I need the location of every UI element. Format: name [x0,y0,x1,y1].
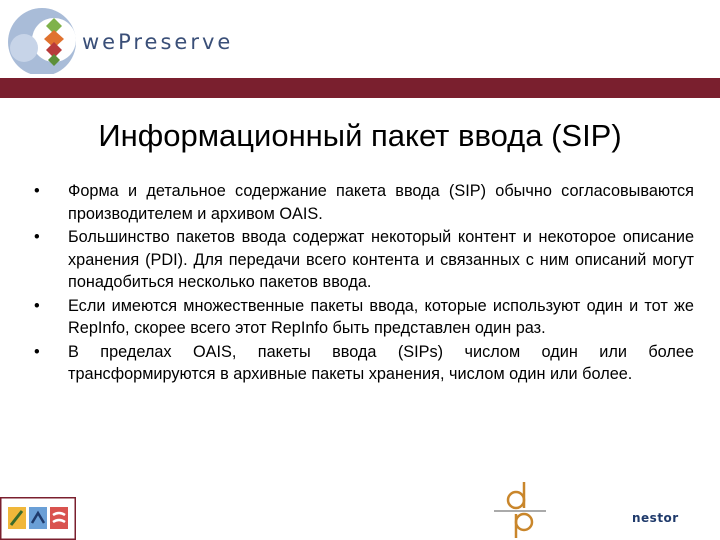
bullet-list [34,180,694,387]
bullet-item [34,226,694,294]
bullet-symbol: • [34,342,40,361]
bullet-item [34,295,694,340]
nestor-logo-text: nestor [632,511,679,525]
bullet-text: Большинство пакетов ввода содержат некоторый контент и некоторое описание хранения (PDI). Для передачи всего контента и связанных с ним описаний могут понадобиться несколько пакетов ввода. [68,228,694,291]
header [0,0,720,76]
bullet-symbol: • [34,296,40,315]
bullet-symbol: • [34,182,40,200]
bullet-text: Форма и детальное содержание пакета ввода (SIP) обычно согласовываются производителем и архивом OAIS. [68,182,694,223]
logo-icon-left [0,497,76,540]
bullet-symbol: • [34,228,40,246]
dp-logo-icon [490,478,550,540]
bullet-text: В пределах OAIS, пакеты ввода (SIPs) числом один или более трансформируются в архивные пакеты хранения, числом один или более. [68,342,694,383]
bullet-text: Если имеются множественные пакеты ввода, которые используют один и тот же RepInfo, скорее всего этот RepInfo быть представлен один раз. [68,296,694,337]
slide-title: Информационный пакет ввода (SIP) [98,118,622,153]
header-divider [0,78,720,98]
bullet-item [34,341,694,386]
bullet-item [34,180,694,225]
logo-text: wePreserve [82,30,234,54]
